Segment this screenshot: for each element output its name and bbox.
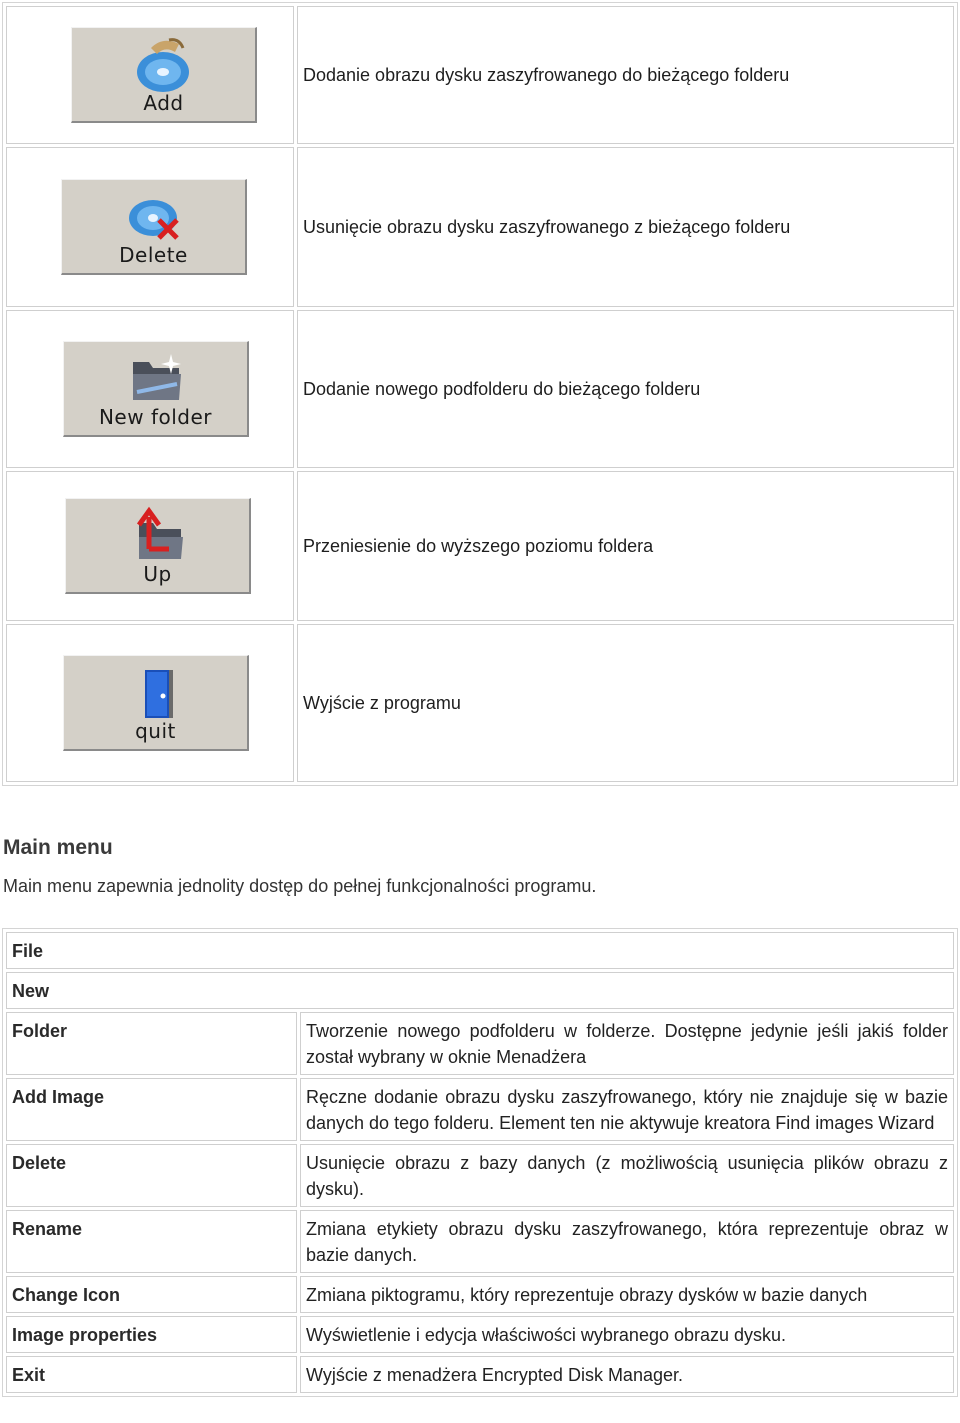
table-row <box>6 1210 954 1273</box>
new-folder-button-label: New folder <box>98 405 213 429</box>
section-heading: Main menu <box>3 836 113 859</box>
new-folder-button[interactable] <box>63 341 249 437</box>
table-row <box>6 624 954 782</box>
table-row <box>6 1012 954 1075</box>
menu-item: Delete <box>6 1144 297 1207</box>
folder-up-icon <box>123 505 193 567</box>
menu-item-description: Tworzenie nowego podfolderu w folderze. Dostępne jedynie jeśli jakiś folder został wybrany w oknie Menadżera <box>300 1012 954 1075</box>
up-button[interactable] <box>65 498 251 594</box>
quit-button[interactable] <box>63 655 249 751</box>
toolbar-description: Dodanie obrazu dysku zaszyfrowanego do bieżącego folderu <box>297 6 954 144</box>
delete-button-label: Delete <box>119 243 188 267</box>
menu-item-description: Wyjście z menadżera Encrypted Disk Manager. <box>300 1356 954 1393</box>
toolbar-description: Przeniesienie do wyższego poziomu foldera <box>297 471 954 621</box>
menu-new: New <box>6 972 954 1009</box>
table-row <box>6 147 954 307</box>
quit-button-label: quit <box>135 719 176 743</box>
table-row <box>6 1078 954 1141</box>
menu-item: Change Icon <box>6 1276 297 1313</box>
up-button-label: Up <box>143 562 172 586</box>
toolbar-buttons-table <box>2 2 958 786</box>
cd-delete-icon <box>119 186 189 248</box>
menu-item: Rename <box>6 1210 297 1273</box>
table-row <box>6 972 954 1009</box>
table-row <box>6 6 954 144</box>
door-exit-icon <box>121 662 191 724</box>
menu-table <box>2 928 958 1397</box>
table-row <box>6 932 954 969</box>
table-row <box>6 1144 954 1207</box>
toolbar-description: Usunięcie obrazu dysku zaszyfrowanego z bieżącego folderu <box>297 147 954 307</box>
delete-button[interactable] <box>61 179 247 275</box>
menu-item: Folder <box>6 1012 297 1075</box>
add-button[interactable] <box>71 27 257 123</box>
table-row <box>6 310 954 468</box>
menu-item: Add Image <box>6 1078 297 1141</box>
menu-item: Exit <box>6 1356 297 1393</box>
menu-item-description: Zmiana etykiety obrazu dysku zaszyfrowanego, która reprezentuje obraz w bazie danych. <box>300 1210 954 1273</box>
table-row <box>6 1276 954 1313</box>
toolbar-description: Dodanie nowego podfolderu do bieżącego folderu <box>297 310 954 468</box>
table-row <box>6 1356 954 1393</box>
menu-file: File <box>6 932 954 969</box>
menu-item-description: Wyświetlenie i edycja właściwości wybranego obrazu dysku. <box>300 1316 954 1353</box>
cd-add-icon <box>129 34 199 96</box>
new-folder-icon <box>121 348 191 410</box>
add-button-label: Add <box>143 91 184 115</box>
menu-item-description: Ręczne dodanie obrazu dysku zaszyfrowanego, który nie znajduje się w bazie danych do tego folderu. Element ten nie aktywuje kreatora Find images Wizard <box>300 1078 954 1141</box>
toolbar-description: Wyjście z programu <box>297 624 954 782</box>
table-row <box>6 471 954 621</box>
menu-item-description: Zmiana piktogramu, który reprezentuje obrazy dysków w bazie danych <box>300 1276 954 1313</box>
menu-item: Image properties <box>6 1316 297 1353</box>
menu-item-description: Usunięcie obrazu z bazy danych (z możliwością usunięcia plików obrazu z dysku). <box>300 1144 954 1207</box>
table-row <box>6 1316 954 1353</box>
section-intro: Main menu zapewnia jednolity dostęp do pełnej funkcjonalności programu. <box>3 876 597 896</box>
